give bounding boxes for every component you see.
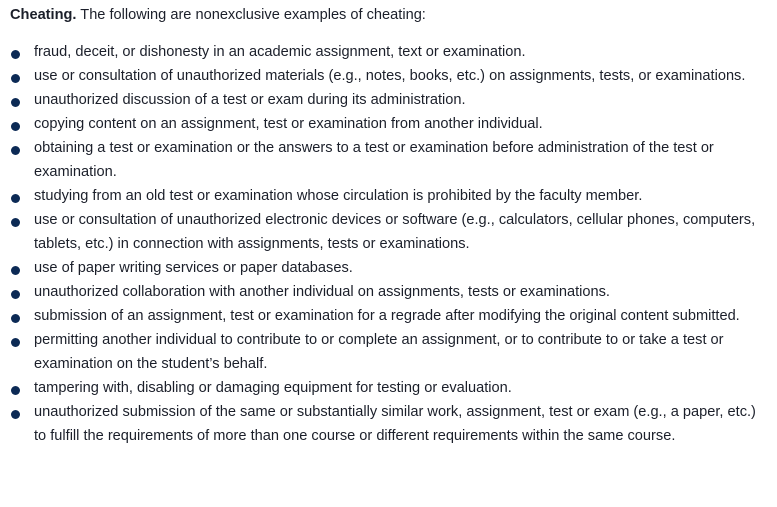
bullet-icon: [11, 146, 20, 155]
list-item-text: studying from an old test or examination whose circulation is prohibited by the faculty member.: [34, 188, 643, 204]
list-item: [10, 208, 767, 256]
list-item: [10, 400, 767, 448]
list-item: [10, 40, 767, 64]
list-item: [10, 136, 767, 184]
list-item-text: permitting another individual to contribute to or complete an assignment, or to contribute to or take a test or examination on the student’s behalf.: [34, 332, 724, 372]
list-item: [10, 280, 767, 304]
list-item: [10, 376, 767, 400]
bullet-icon: [11, 290, 20, 299]
bullet-icon: [11, 218, 20, 227]
section-heading: Cheating.: [10, 7, 77, 23]
list-item-text: use or consultation of unauthorized materials (e.g., notes, books, etc.) on assignments, tests, or examinations.: [34, 68, 746, 84]
list-item-text: copying content on an assignment, test or examination from another individual.: [34, 116, 543, 132]
list-item-text: tampering with, disabling or damaging equipment for testing or evaluation.: [34, 380, 512, 396]
bullet-icon: [11, 338, 20, 347]
list-item-text: use of paper writing services or paper databases.: [34, 260, 353, 276]
bullet-icon: [11, 314, 20, 323]
list-item-text: unauthorized discussion of a test or exam during its administration.: [34, 92, 466, 108]
bullet-icon: [11, 74, 20, 83]
list-item: [10, 88, 767, 112]
list-item: [10, 112, 767, 136]
bullet-icon: [11, 50, 20, 59]
bullet-icon: [11, 410, 20, 419]
intro-paragraph: [10, 5, 767, 25]
list-item-text: submission of an assignment, test or examination for a regrade after modifying the original content submitted.: [34, 308, 740, 324]
bullet-icon: [11, 122, 20, 131]
list-item-text: fraud, deceit, or dishonesty in an academic assignment, text or examination.: [34, 44, 526, 60]
list-item: [10, 304, 767, 328]
list-item-text: use or consultation of unauthorized electronic devices or software (e.g., calculators, cellular phones, computers, tablets, etc.) in connection with assignments, tests or examinations.: [34, 212, 756, 252]
bullet-icon: [11, 98, 20, 107]
list-item-text: unauthorized submission of the same or substantially similar work, assignment, test or exam (e.g., a paper, etc.) to fulfill the requirements of more than one course or different requirements within the same course.: [34, 404, 756, 444]
bullet-icon: [11, 266, 20, 275]
list-item: [10, 184, 767, 208]
intro-text: The following are nonexclusive examples of cheating:: [80, 7, 426, 23]
list-item: [10, 328, 767, 376]
list-item-text: unauthorized collaboration with another individual on assignments, tests or examinations.: [34, 284, 610, 300]
bullet-icon: [11, 194, 20, 203]
list-item-text: obtaining a test or examination or the answers to a test or examination before administration of the test or examination.: [34, 140, 714, 180]
cheating-examples-list: [10, 40, 767, 448]
bullet-icon: [11, 386, 20, 395]
list-item: [10, 256, 767, 280]
list-item: [10, 64, 767, 88]
